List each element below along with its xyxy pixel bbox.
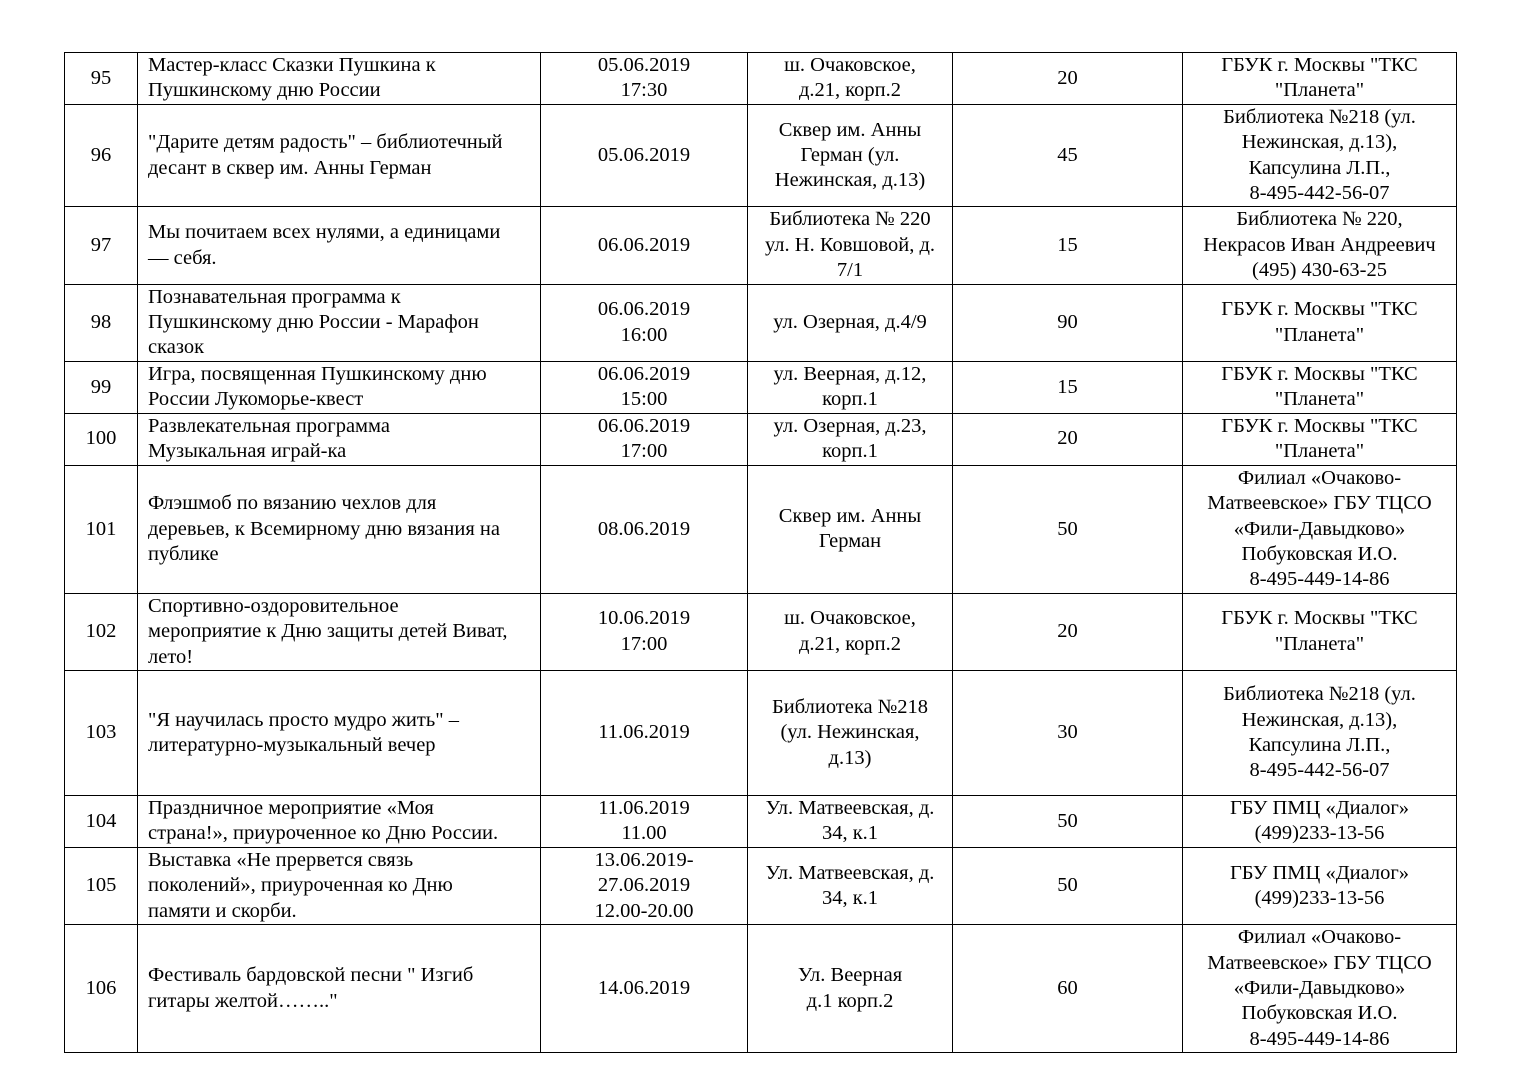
event-name: Праздничное мероприятие «Моя страна!», приуроченное ко Дню России. bbox=[138, 795, 541, 847]
events-table bbox=[64, 52, 1457, 1053]
table-row bbox=[65, 284, 1457, 361]
event-name: "Дарите детям радость" – библиотечный десант в сквер им. Анны Герман bbox=[138, 104, 541, 207]
event-date: 14.06.2019 bbox=[541, 925, 748, 1053]
organizer: ГБУ ПМЦ «Диалог» (499)233-13-56 bbox=[1183, 847, 1457, 924]
event-name: Мастер-класс Сказки Пушкина к Пушкинскому дню России bbox=[138, 53, 541, 105]
event-name: Фестиваль бардовской песни " Изгиб гитары желтой…….." bbox=[138, 925, 541, 1053]
organizer: ГБУК г. Москвы "ТКС "Планета" bbox=[1183, 284, 1457, 361]
event-date: 06.06.2019 16:00 bbox=[541, 284, 748, 361]
row-number: 100 bbox=[65, 413, 138, 465]
event-name: Выставка «Не прервется связь поколений», приуроченная ко Дню памяти и скорби. bbox=[138, 847, 541, 924]
participant-count: 20 bbox=[953, 593, 1183, 670]
event-place: Ул. Матвеевская, д. 34, к.1 bbox=[748, 847, 953, 924]
event-name: "Я научилась просто мудро жить" – литературно-музыкальный вечер bbox=[138, 670, 541, 795]
row-number: 98 bbox=[65, 284, 138, 361]
table-row bbox=[65, 361, 1457, 413]
event-place: Ул. Матвеевская, д. 34, к.1 bbox=[748, 795, 953, 847]
row-number: 101 bbox=[65, 465, 138, 593]
event-date: 11.06.2019 bbox=[541, 670, 748, 795]
organizer: Библиотека №218 (ул. Нежинская, д.13), Капсулина Л.П., 8-495-442-56-07 bbox=[1183, 670, 1457, 795]
event-name: Развлекательная программа Музыкальная играй-ка bbox=[138, 413, 541, 465]
event-name: Спортивно-оздоровительное мероприятие к Дню защиты детей Виват, лето! bbox=[138, 593, 541, 670]
participant-count: 50 bbox=[953, 795, 1183, 847]
row-number: 103 bbox=[65, 670, 138, 795]
organizer: ГБУК г. Москвы "ТКС "Планета" bbox=[1183, 361, 1457, 413]
participant-count: 60 bbox=[953, 925, 1183, 1053]
event-date: 06.06.2019 bbox=[541, 207, 748, 284]
participant-count: 20 bbox=[953, 53, 1183, 105]
event-place: Ул. Веерная д.1 корп.2 bbox=[748, 925, 953, 1053]
organizer: ГБУК г. Москвы "ТКС "Планета" bbox=[1183, 593, 1457, 670]
event-place: ул. Озерная, д.23, корп.1 bbox=[748, 413, 953, 465]
table-row bbox=[65, 465, 1457, 593]
organizer: ГБУ ПМЦ «Диалог» (499)233-13-56 bbox=[1183, 795, 1457, 847]
table-row bbox=[65, 795, 1457, 847]
event-place: ш. Очаковское, д.21, корп.2 bbox=[748, 593, 953, 670]
participant-count: 50 bbox=[953, 465, 1183, 593]
organizer: ГБУК г. Москвы "ТКС "Планета" bbox=[1183, 413, 1457, 465]
organizer: Библиотека № 220, Некрасов Иван Андреевич (495) 430-63-25 bbox=[1183, 207, 1457, 284]
event-name: Игра, посвященная Пушкинскому дню России Лукоморье-квест bbox=[138, 361, 541, 413]
event-date: 10.06.2019 17:00 bbox=[541, 593, 748, 670]
organizer: Филиал «Очаково- Матвеевское» ГБУ ТЦСО «Фили-Давыдково» Побуковская И.О. 8-495-449-14-86 bbox=[1183, 925, 1457, 1053]
table-row bbox=[65, 104, 1457, 207]
table-row bbox=[65, 670, 1457, 795]
event-date: 05.06.2019 bbox=[541, 104, 748, 207]
table-row bbox=[65, 413, 1457, 465]
table-row bbox=[65, 847, 1457, 924]
participant-count: 15 bbox=[953, 361, 1183, 413]
participant-count: 45 bbox=[953, 104, 1183, 207]
event-place: Библиотека № 220 ул. Н. Ковшовой, д. 7/1 bbox=[748, 207, 953, 284]
table-row bbox=[65, 53, 1457, 105]
participant-count: 20 bbox=[953, 413, 1183, 465]
event-date: 06.06.2019 17:00 bbox=[541, 413, 748, 465]
event-place: Библиотека №218 (ул. Нежинская, д.13) bbox=[748, 670, 953, 795]
events-table-body bbox=[65, 53, 1457, 1053]
event-place: Сквер им. Анны Герман (ул. Нежинская, д.13) bbox=[748, 104, 953, 207]
row-number: 99 bbox=[65, 361, 138, 413]
document-page bbox=[64, 52, 1456, 1053]
organizer: Филиал «Очаково- Матвеевское» ГБУ ТЦСО «Фили-Давыдково» Побуковская И.О. 8-495-449-14-86 bbox=[1183, 465, 1457, 593]
participant-count: 50 bbox=[953, 847, 1183, 924]
event-place: Сквер им. Анны Герман bbox=[748, 465, 953, 593]
event-date: 05.06.2019 17:30 bbox=[541, 53, 748, 105]
row-number: 105 bbox=[65, 847, 138, 924]
table-row bbox=[65, 593, 1457, 670]
row-number: 104 bbox=[65, 795, 138, 847]
event-place: ш. Очаковское, д.21, корп.2 bbox=[748, 53, 953, 105]
table-row bbox=[65, 207, 1457, 284]
participant-count: 90 bbox=[953, 284, 1183, 361]
event-date: 08.06.2019 bbox=[541, 465, 748, 593]
event-name: Познавательная программа к Пушкинскому дню России - Марафон сказок bbox=[138, 284, 541, 361]
participant-count: 15 bbox=[953, 207, 1183, 284]
participant-count: 30 bbox=[953, 670, 1183, 795]
table-row bbox=[65, 925, 1457, 1053]
event-date: 11.06.2019 11.00 bbox=[541, 795, 748, 847]
event-place: ул. Веерная, д.12, корп.1 bbox=[748, 361, 953, 413]
row-number: 97 bbox=[65, 207, 138, 284]
row-number: 95 bbox=[65, 53, 138, 105]
row-number: 102 bbox=[65, 593, 138, 670]
event-name: Мы почитаем всех нулями, а единицами — себя. bbox=[138, 207, 541, 284]
organizer: Библиотека №218 (ул. Нежинская, д.13), Капсулина Л.П., 8-495-442-56-07 bbox=[1183, 104, 1457, 207]
row-number: 96 bbox=[65, 104, 138, 207]
organizer: ГБУК г. Москвы "ТКС "Планета" bbox=[1183, 53, 1457, 105]
event-name: Флэшмоб по вязанию чехлов для деревьев, к Всемирному дню вязания на публике bbox=[138, 465, 541, 593]
event-date: 06.06.2019 15:00 bbox=[541, 361, 748, 413]
event-date: 13.06.2019- 27.06.2019 12.00-20.00 bbox=[541, 847, 748, 924]
row-number: 106 bbox=[65, 925, 138, 1053]
event-place: ул. Озерная, д.4/9 bbox=[748, 284, 953, 361]
